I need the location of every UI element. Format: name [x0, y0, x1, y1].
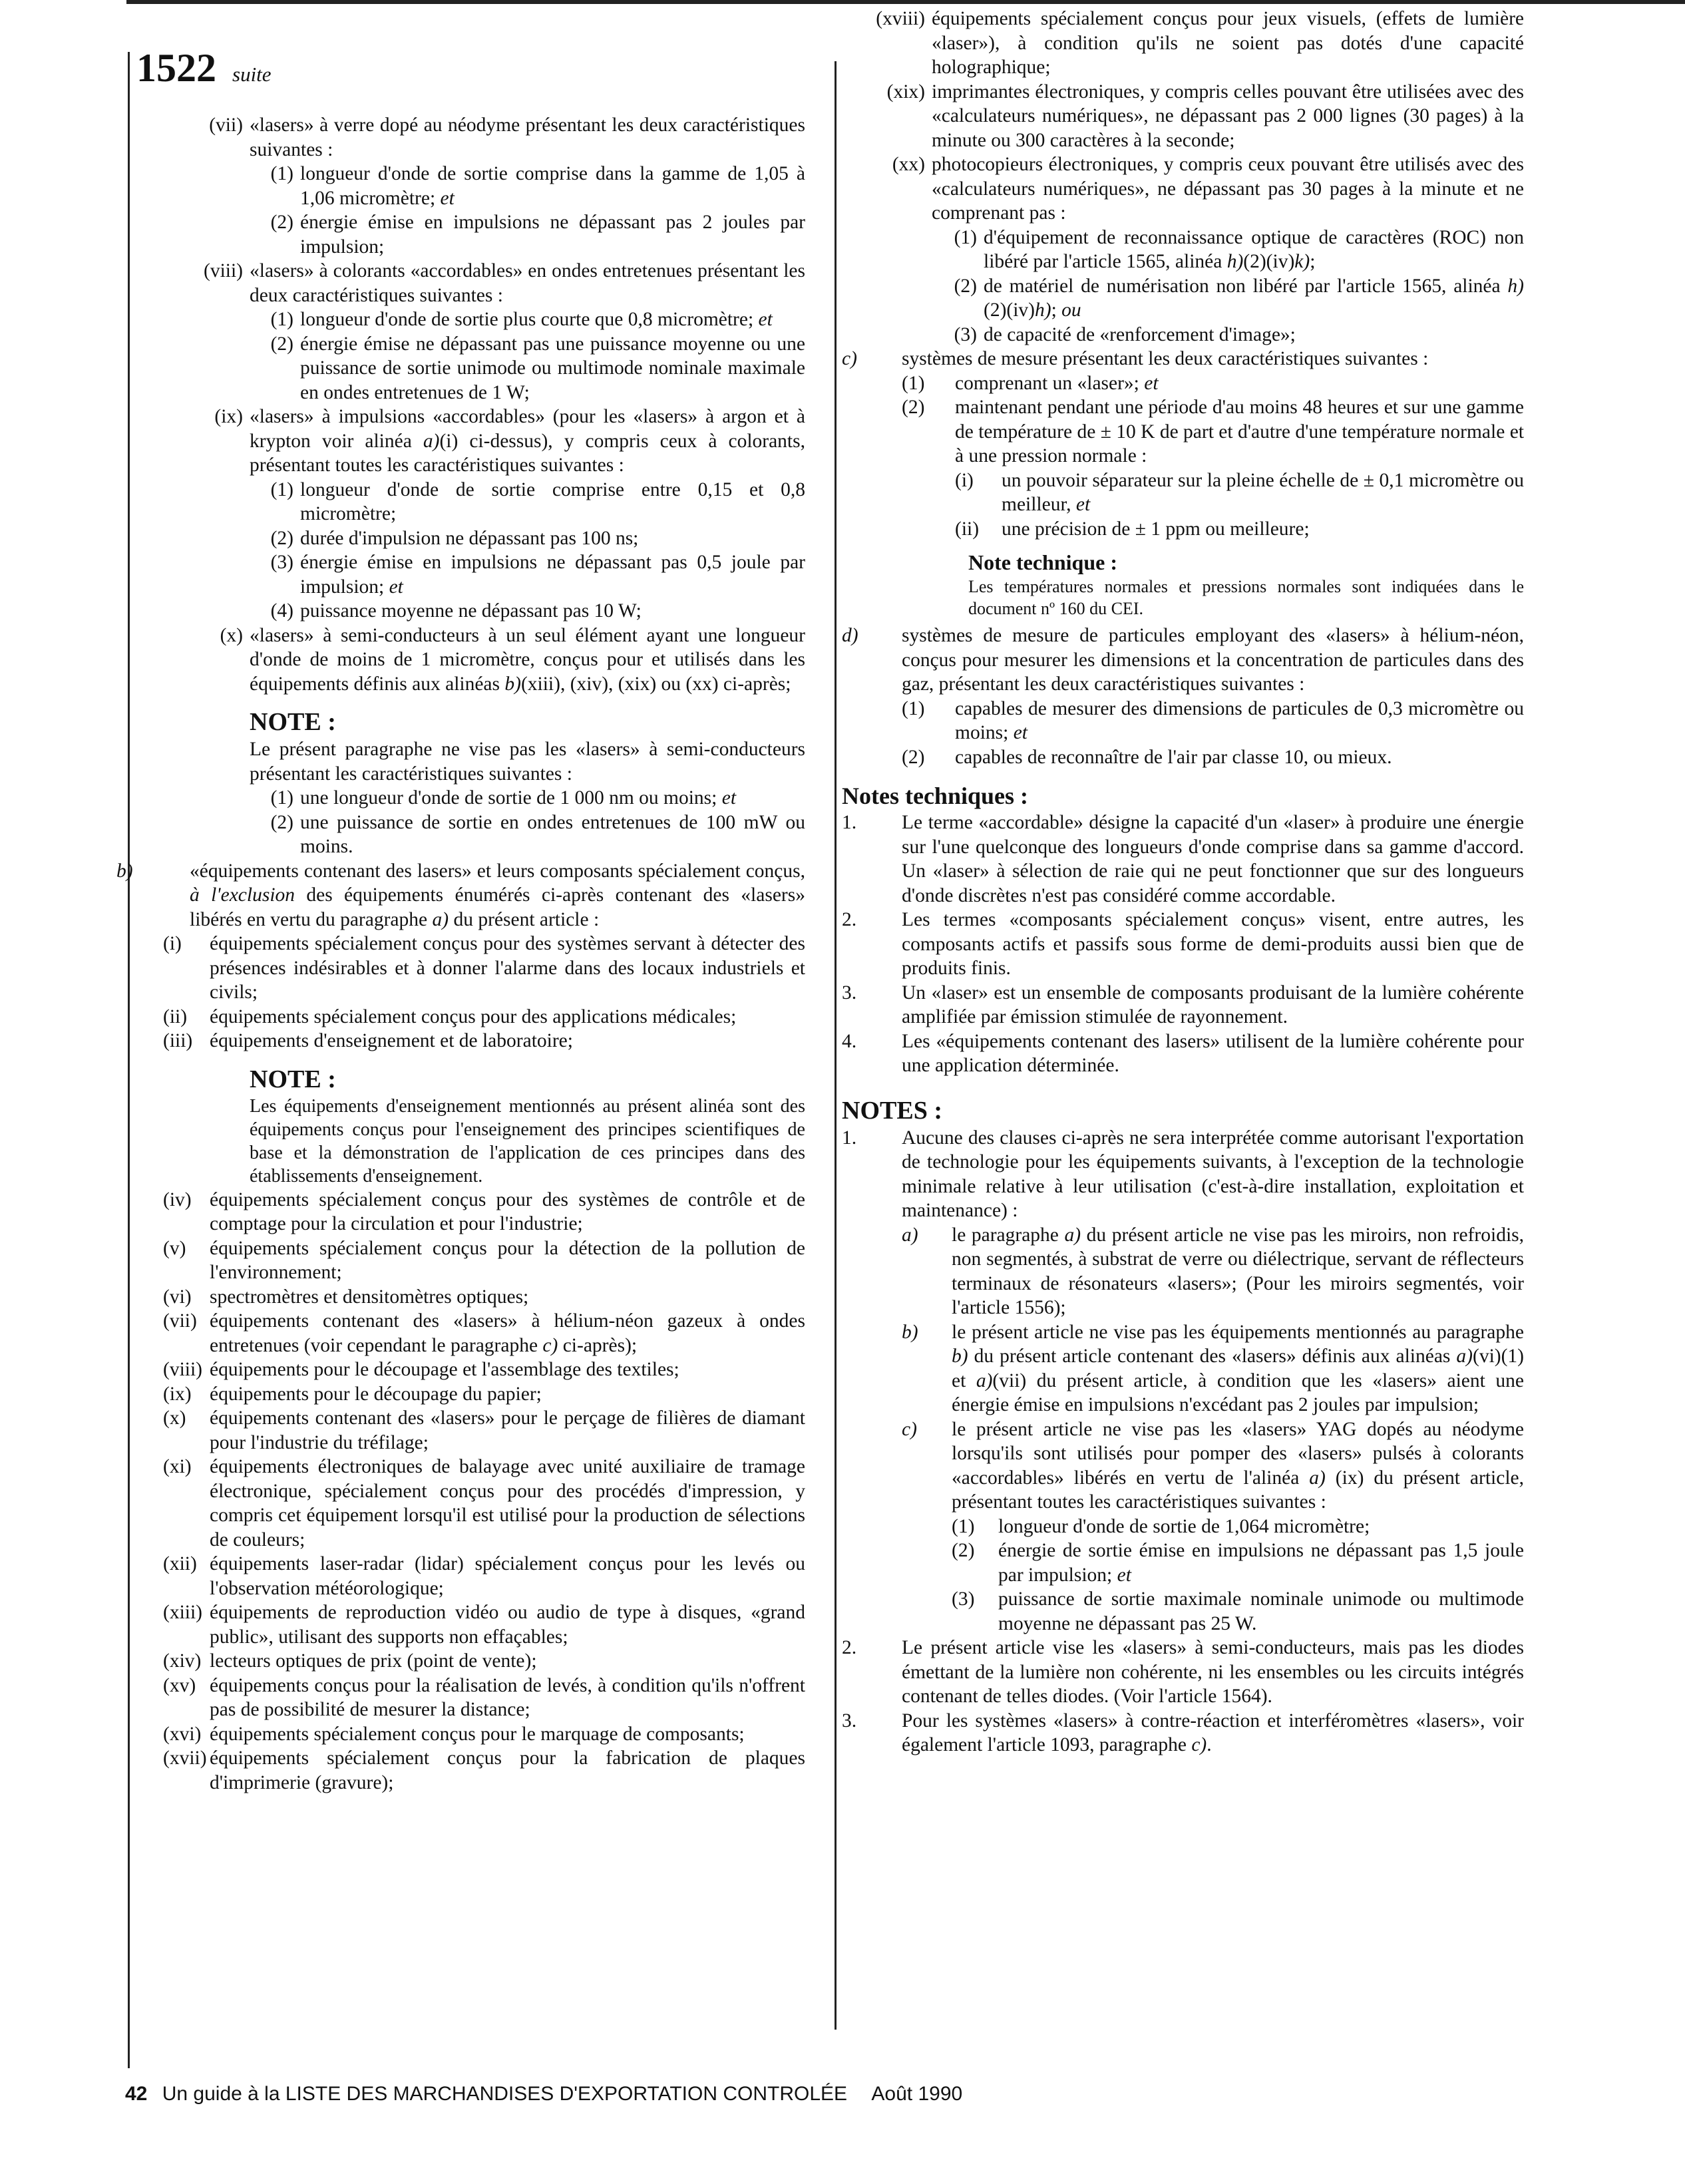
note-block [136, 707, 805, 859]
list-item: (1) longueur d'onde de sortie de 1,064 micromètre; [952, 1515, 1370, 1537]
list-item: 3. Un «laser» est un ensemble de composants produisant de la lumière cohérente amplifiée par émission stimulée de rayonnement. [842, 982, 1524, 1027]
column-divider [835, 61, 837, 2030]
list-item: (v) équipements spécialement conçus pour la détection de la pollution de l'environnement; [163, 1237, 805, 1283]
technical-note-heading: Note technique : [968, 550, 1117, 574]
list-item: (2) durée d'impulsion ne dépassant pas 100 ns; [270, 527, 639, 549]
page-number: 42 [125, 2083, 148, 2105]
list-item: (xii) équipements laser-radar (lidar) spécialement conçus pour les levés ou l'observation météorologique; [163, 1553, 805, 1599]
footer-title: Un guide à la LISTE DES MARCHANDISES D'EXPORTATION CONTROLÉE [162, 2083, 848, 2105]
list-item: (2) énergie émise ne dépassant pas une puissance moyenne ou une puissance de sortie unimode ou multimode nominale maximale en ondes entretenues de 1 W; [270, 333, 805, 403]
page-footer [125, 2083, 1323, 2105]
list-item: b) «équipements contenant des lasers» et leurs composants spécialement conçus, à l'exclusion des équipements énumérés ci-après contenant des «lasers» libérés en vertu du paragraphe a) du présent article : [116, 860, 805, 930]
left-margin-rule [128, 52, 130, 2068]
list-item: (2) maintenant pendant une période d'au moins 48 heures et sur une gamme de température de ± 10 K de part et d'autre d'une température normale et à une pression normale : [902, 397, 1524, 466]
list-item: (i) un pouvoir séparateur sur la pleine échelle de ± 0,1 micromètre ou meilleur, et [955, 469, 1524, 515]
list-item: (3) de capacité de «renforcement d'image»; [954, 323, 1296, 345]
list-item: c) systèmes de mesure présentant les deux caractéristiques suivantes : [842, 348, 1429, 369]
list-item: 2. Le présent article vise les «lasers» à semi-conducteurs, mais pas les diodes émettant de la lumière non cohérente, ni les ensembles ou les circuits intégrés contenant de telles diodes. (Voir l'article 1564). [842, 1637, 1524, 1707]
notes-heading: NOTES : [842, 1096, 942, 1125]
list-item: (1) longueur d'onde de sortie plus courte que 0,8 micromètre; et [270, 309, 773, 330]
technical-note-block [858, 549, 1524, 620]
list-item: (1) longueur d'onde de sortie comprise entre 0,15 et 0,8 micromètre; [270, 478, 805, 524]
list-item: (i) équipements spécialement conçus pour des systèmes servant à détecter des présences indésirables et à donner l'alarme dans des locaux industriels et civils; [163, 933, 805, 1003]
list-item: (x) équipements contenant des «lasers» pour le perçage de filières de diamant pour l'industrie du tréfilage; [163, 1407, 805, 1453]
list-item: 1. Le terme «accordable» désigne la capacité d'un «laser» à produire une énergie sur l'une quelconque des longueurs d'onde comprise dans sa gamme d'accord. Un «laser» à sélection de raie qui ne peut fonctionner que sur des longueurs d'onde discrètes n'est pas considéré comme accordable. [842, 812, 1524, 906]
list-item: (xix) imprimantes électroniques, y compris celles pouvant être utilisées avec des «calculateurs numériques», ne dépassant pas 2 000 lignes (30 pages) à la minute ou 300 caractères à la seconde; [886, 81, 1524, 151]
list-item: d) systèmes de mesure de particules employant des «lasers» à hélium-néon, conçus pour mesurer les dimensions et la concentration de particules dans des gaz, présentant les deux caractéristiques suivantes : [842, 625, 1524, 695]
footer-date: Août 1990 [871, 2083, 963, 2105]
list-item: (2) énergie de sortie émise en impulsions ne dépassant pas 1,5 joule par impulsion; et [952, 1540, 1524, 1586]
list-item: 1. Aucune des clauses ci-après ne sera interprétée comme autorisant l'exportation de technologie pour les équipements suivants, à l'exception de la technologie minimale relative à leur utilisation (c'est-à-dire installation, exploitation et maintenance) : [842, 1127, 1524, 1221]
list-item: (2) énergie émise en impulsions ne dépassant pas 2 joules par impulsion; [270, 212, 805, 258]
list-item: (ii) une précision de ± 1 ppm ou meilleure; [955, 518, 1310, 540]
list-item: b) le présent article ne vise pas les équipements mentionnés au paragraphe b) du présent article contenant des «lasers» définis aux alinéas a)(vi)(1) et a)(vii) du présent article, à condition que les «lasers» aient une énergie émise en impulsions n'excédant pas 2 joules par impulsion; [902, 1321, 1524, 1415]
section-suite: suite [232, 63, 272, 86]
list-item: (vii) équipements contenant des «lasers» à hélium-néon gazeux à ondes entretenues (voir cependant le paragraphe c) ci-après); [163, 1310, 805, 1356]
list-item: (1) capables de mesurer des dimensions de particules de 0,3 micromètre ou moins; et [902, 697, 1524, 743]
list-item: (x) «lasers» à semi-conducteurs à un seul élément ayant une longueur d'onde de moins de 1 micromètre, conçus pour et utilisés dans les équipements définis aux alinéas b)(xiii), (xiv), (xix) ou (xx) ci-après; [220, 624, 805, 695]
list-item: c) le présent article ne vise pas les «lasers» YAG dopés au néodyme lorsqu'ils sont utilisés pour pomper des «lasers» pulsés à colorants «accordables» libérés en vertu de l'alinéa a) (ix) du présent article, présentant toutes les caractéristiques suivantes : [902, 1418, 1524, 1513]
note-block [136, 1064, 805, 1188]
note-heading: NOTE : [250, 1065, 336, 1093]
technical-note-text: Les températures normales et pressions normales sont indiquées dans le document nº 160 du CEI. [968, 577, 1524, 618]
list-item: 2. Les termes «composants spécialement conçus» visent, entre autres, les composants actifs et passifs sous forme de demi-produits aussi bien que de produits finis. [842, 909, 1524, 979]
right-column [842, 7, 1524, 1757]
list-item: (1) comprenant un «laser»; et [902, 372, 1159, 394]
page-header [136, 46, 805, 113]
list-item: (3) puissance de sortie maximale nominale unimode ou multimode moyenne ne dépassant pas 25 W. [952, 1588, 1524, 1634]
list-item: (viii) équipements pour le découpage et l'assemblage des textiles; [163, 1359, 679, 1380]
list-item: (2) capables de reconnaître de l'air par classe 10, ou mieux. [902, 746, 1392, 768]
list-item: (4) puissance moyenne ne dépassant pas 10 W; [270, 600, 642, 622]
list-item: (vi) spectromètres et densitomètres optiques; [163, 1286, 529, 1308]
note-text: Les équipements d'enseignement mentionnés au présent alinéa sont des équipements conçus pour l'enseignement des principes scientifiques de base et la démonstration de l'application de ces principes dans des établissements d'enseignement. [250, 1095, 805, 1186]
list-item: (2) de matériel de numérisation non libéré par l'article 1565, alinéa h)(2)(iv)h); ou [954, 275, 1524, 321]
list-item: (viii) «lasers» à colorants «accordables» en ondes entretenues présentant les deux caractéristiques suivantes : [204, 260, 805, 306]
list-item: (iv) équipements spécialement conçus pour des systèmes de contrôle et de comptage pour la circulation et pour l'industrie; [163, 1188, 805, 1234]
list-item: (xx) photocopieurs électroniques, y compris ceux pouvant être utilisés avec des «calculateurs numériques», ne dépassant pas 30 pages à la minute et ne comprenant pas : [892, 154, 1524, 224]
list-item: a) le paragraphe a) du présent article ne vise pas les miroirs, non refroidis, non segmentés, à substrat de verre ou diélectrique, servant de réflecteurs terminaux de résonateurs «lasers»; (Pour les miroirs segmentés, voir l'article 1556); [902, 1224, 1524, 1318]
list-item: (xiii) équipements de reproduction vidéo ou audio de type à disques, «grand public», utilisant des supports non effaçables; [163, 1602, 805, 1648]
note-heading: NOTE : [250, 708, 336, 736]
top-rule [126, 0, 1685, 4]
list-item: (1) d'équipement de reconnaissance optique de caractères (ROC) non libéré par l'article 1565, alinéa h)(2)(iv)k); [954, 226, 1524, 272]
list-item: (2) une puissance de sortie en ondes entretenues de 100 mW ou moins. [270, 811, 805, 857]
list-item: (ix) équipements pour le découpage du papier; [163, 1383, 542, 1405]
list-item: 4. Les «équipements contenant des lasers» utilisent de la lumière cohérente pour une application déterminée. [842, 1030, 1524, 1076]
list-item: (vii) «lasers» à verre dopé au néodyme présentant les deux caractéristiques suivantes : [209, 114, 805, 160]
list-item: (1) longueur d'onde de sortie comprise dans la gamme de 1,05 à 1,06 micromètre; et [270, 163, 805, 209]
left-column [116, 46, 805, 1795]
note-text: Le présent paragraphe ne vise pas les «lasers» à semi-conducteurs présentant les caractéristiques suivantes : [250, 739, 805, 785]
list-item: (ix) «lasers» à impulsions «accordables» (pour les «lasers» à argon et à krypton voir alinéa a)(i) ci-dessus), y compris ceux à colorants, présentant toutes les caractéristiques suivantes : [214, 406, 805, 476]
list-item: (xi) équipements électroniques de balayage avec unité auxiliaire de tramage électronique, spécialement conçus pour des procédés d'impression, y compris cet équipement lorsqu'il est utilisé pour la production de sélections de couleurs; [163, 1456, 805, 1550]
list-item: (xvi) équipements spécialement conçus pour le marquage de composants; [163, 1723, 745, 1745]
list-item: (iii) équipements d'enseignement et de laboratoire; [163, 1030, 573, 1051]
list-item: (xviii) équipements spécialement conçus pour jeux visuels, (effets de lumière «laser»), à condition qu'ils ne soient pas dotés d'une capacité holographique; [876, 8, 1524, 78]
section-number: 1522 [136, 46, 216, 90]
list-item: (xiv) lecteurs optiques de prix (point de vente); [163, 1650, 537, 1672]
list-item: (xvii) équipements spécialement conçus pour la fabrication de plaques d'imprimerie (gravure); [163, 1747, 805, 1793]
list-item: (xv) équipements conçus pour la réalisation de levés, à condition qu'ils n'offrent pas de possibilité de mesurer la distance; [163, 1674, 805, 1720]
list-item: (1) une longueur d'onde de sortie de 1 000 nm ou moins; et [270, 787, 737, 809]
list-item: 3. Pour les systèmes «lasers» à contre-réaction et interféromètres «lasers», voir également l'article 1093, paragraphe c). [842, 1710, 1524, 1755]
technical-notes-heading: Notes techniques : [842, 783, 1028, 809]
list-item: (3) énergie émise en impulsions ne dépassant pas 0,5 joule par impulsion; et [270, 552, 805, 598]
list-item: (ii) équipements spécialement conçus pour des applications médicales; [163, 1005, 737, 1027]
